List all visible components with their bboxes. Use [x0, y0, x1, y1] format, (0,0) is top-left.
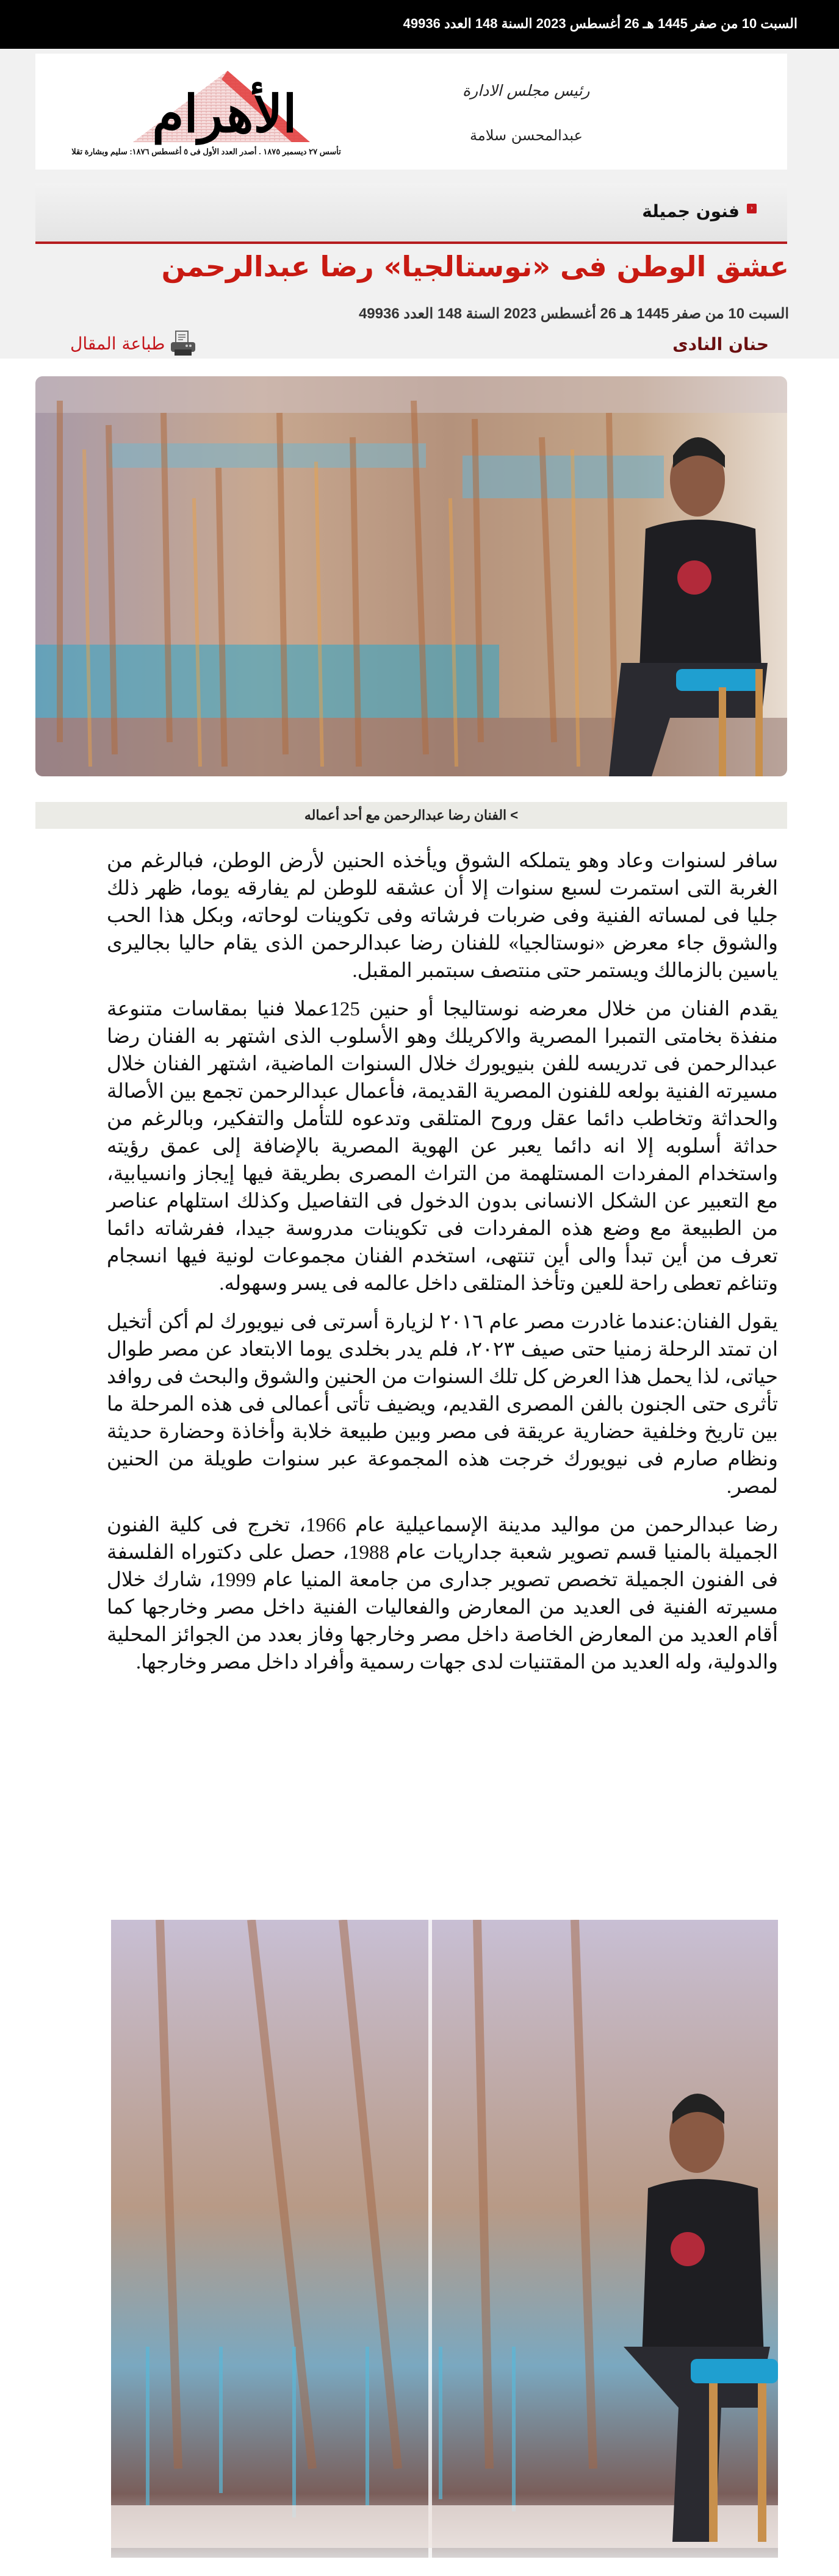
section-bullet-icon: ‹ — [747, 204, 757, 213]
article-photo-main — [35, 376, 787, 776]
article-photo-secondary — [111, 1920, 778, 2558]
chairman-title: رئيس مجلس الادارة — [463, 82, 590, 99]
svg-text:الأهرام: الأهرام — [152, 84, 297, 144]
masthead — [35, 54, 787, 170]
paragraph: يقول الفنان:عندما غادرت مصر عام ٢٠١٦ لزيارة أسرتى فى نيويورك لم أكن أتخيل ان تمتد الرحلة زمنيا حتى صيف ٢٠٢٣، فلم يدر بخلدى يوما الابتعاد عن مصر طوال حياتى، لذا يحمل هذا العرض كل تلك السنوات من الحنين والشوق والبحث فى روافد تأثرى حتى الجنون بالفن المصرى القديم، ويضيف تأتى أعمالى فى هذه المرحلة ما بين تاريخ وخلفية حضارية عريقة فى مصر وبين طبيعة خلابة وأخاذة وحضارة حديثة ونظام صارم فى نيويورك خرجت هذه المجموعة عبر سنوات طويلة من الحنين لمصر. — [107, 1311, 779, 1498]
paragraph: يقدم الفنان من خلال معرضه نوستاليجا أو حنين 125عملا فنيا بمقاسات متنوعة منفذة بخامتى التمبرا المصرية والاكريلك وهو الأسلوب الذى اشتهر به الفنان رضا عبدالرحمن فى تدريسه للفن بنيويورك خلال السنوات الماضية، اشتهر الفنان خلال مسيرته الفنية بولعه للفنون المصرية القديمة، فأعمال عبدالرحمن تجمع بين الأصالة والحداثة وتخاطب دائما عقل وروح المتلقى وتدعوه للتأمل والتفكير، وبالرغم من حداثة أسلوبه إلا انه دائما يعبر عن الهوية المصرية بالإضافة إلى عمق رؤيته واستخدام المفردات المستلهمة من التراث المصرى بطريقة فيها إيجاز وانسيابية، مع التعبير عن الشكل الانسانى بدون الدخول فى التفاصيل وكذلك استلهام عناصر من الطبيعة مع وضع هذه المفردات فى تكوينات مدروسة جيدا، ففرشاته دائما تعرف من أين تبدأ والى أين تنتهى، استخدم الفنان مجموعات لونية فيها انسجام وتناغم تعطى راحة للعين وتأخذ المتلقى داخل عالمه فى يسر وسهوله. — [107, 998, 778, 1295]
artist-with-painting-image — [35, 376, 787, 776]
artist-with-painting-image — [111, 1920, 778, 2558]
paragraph: رضا عبدالرحمن من مواليد مدينة الإسماعيلية عام 1966، تخرج فى كلية الفنون الجميلة بالمنيا قسم تصوير شعبة جداريات عام 1988، حصل على دكتوراه الفلسفة فى الفنون الجميلة تخصص تصوير جدارى من جامعة المنيا عام 1999، شارك خلال مسيرته الفنية فى العديد من المعارض والفعاليات الفنية داخل مصر وخارجها كما أقام العديد من المعارض الخاصة داخل مصر وخارجها وفاز بعدد من الجوائز المحلية والدولية، وله العديد من المقتنيات لدى جهات رسمية وأفراد داخل مصر وخارجها. — [107, 1514, 779, 1673]
chairman-name: عبدالمحسن سلامة — [470, 127, 583, 144]
top-bar — [0, 0, 839, 49]
section-label[interactable]: فنون جميلة — [642, 201, 740, 221]
article-date: السبت 10 من صفر 1445 هـ 26 أغسطس 2023 السنة 148 العدد 49936 — [358, 306, 789, 322]
printer-icon — [170, 330, 196, 357]
photo-caption: > الفنان رضا عبدالرحمن مع أحد أعماله — [35, 802, 787, 829]
logo-tagline: تأسس ٢٧ ديسمبر ١٨٧٥ . أصدر العدد الأول فى ٥ أغسطس ١٨٧٦: سليم وبشارة تقلا — [71, 147, 341, 156]
article-title: عشق الوطن فى «نوستالجيا» رضا عبدالرحمن — [161, 250, 789, 283]
author-name[interactable]: حنان النادى — [672, 334, 769, 354]
ahram-logo[interactable] — [48, 66, 389, 163]
print-article-button[interactable] — [70, 329, 196, 357]
section-header — [35, 183, 787, 244]
paragraph: سافر لسنوات وعاد وهو يتملكه الشوق ويأخذه الحنين لأرض الوطن، فبالرغم من الغربة التى استمرت لسبع سنوات إلا أن عشقه للوطن لم يفارقه يوما، ظهر ذلك جليا فى لمساته الفنية وفى ضربات فرشاته وفى تكوينات لوحاته، وبكل هذا الحب والشوق جاء معرض «نوستالجيا» للفنان رضا عبدالرحمن الذى يقام حاليا بجاليرى ياسين بالزمالك ويستمر حتى منتصف سبتمبر المقبل. — [107, 850, 778, 982]
issue-date: السبت 10 من صفر 1445 هـ 26 أغسطس 2023 السنة 148 العدد 49936 — [403, 16, 798, 31]
article-body — [107, 848, 778, 1687]
print-label: طباعة المقال — [70, 333, 165, 354]
logo-image — [121, 66, 322, 145]
